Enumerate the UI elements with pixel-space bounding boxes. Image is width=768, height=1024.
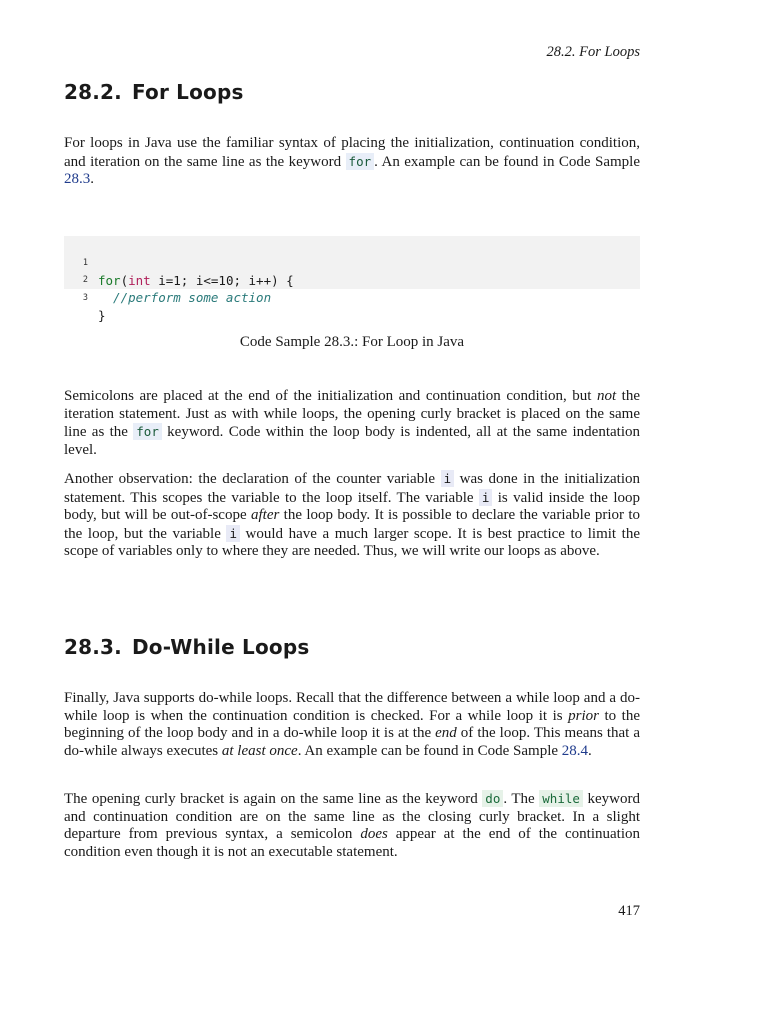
- paragraph-for-intro: For loops in Java use the familiar syntax of placing the initialization, continuation condition, and iteration on the same line as the keyword for . An example can be found in Code Sample 28.3.: [64, 135, 640, 188]
- inline-code-do: do: [482, 790, 503, 807]
- paragraph-do-while-intro: Finally, Java supports do-while loops. Recall that the difference between a while loop and a do-while loop is when the continuation condition is checked. For a while loop it is prior to the beginning of the loop body and in a do-while loop it is at the end of the loop. This means that a do-while always executes at least once. An example can be found in Code Sample 28.4.: [64, 690, 641, 759]
- paragraph-scope: Another observation: the declaration of the counter variable i was done in the initialization statement. This scopes the variable to the loop itself. The variable i is valid inside the loop body, but will be out-of-scope after the loop body. It is possible to declare the variable prior to the loop, but the variable i would have a much larger scope. It is best practice to limit the scope of variables only to where they are needed. Thus, we will write our loops as above.: [64, 471, 641, 560]
- code-listing-for-loop: [64, 236, 640, 323]
- code-line: 3 }: [64, 271, 109, 289]
- section-heading-for-loops: [64, 80, 244, 104]
- line-number: 3: [82, 293, 88, 303]
- section-number: 28.3.: [64, 635, 122, 659]
- code-sample-caption: Code Sample 28.3.: For Loop in Java: [239, 334, 465, 350]
- code-line: 1 for(int i=1; i<=10; i++) {: [64, 236, 109, 254]
- inline-code-for: for: [133, 423, 162, 440]
- section-heading-do-while-loops: [64, 635, 309, 659]
- paragraph-do-while-syntax: The opening curly bracket is again on the same line as the keyword do . The while keyword and continuation condition are on the same line as the closing curly bracket. In a slight departure from previous syntax, a semicolon does appear at the end of the continuation condition even though it is not an executable statement.: [64, 791, 640, 860]
- section-title: For Loops: [131, 80, 244, 104]
- inline-code-i: i: [441, 470, 455, 487]
- paragraph-semicolons: Semicolons are placed at the end of the initialization and continuation condition, but not the iteration statement. Just as with while loops, the opening curly bracket is placed on the same line as the for keyword. Code within the loop body is indented, all at the same indentation level.: [64, 388, 640, 458]
- section-number: 28.2.: [64, 80, 122, 104]
- running-head: 28.2. For Loops: [546, 44, 640, 60]
- inline-code-while: while: [539, 790, 583, 807]
- inline-code-i: i: [479, 489, 493, 506]
- line-number: 2: [82, 275, 88, 285]
- inline-code-for: for: [346, 153, 375, 170]
- code-sample-link-28-3[interactable]: 28.3: [64, 171, 91, 188]
- page-number: 417: [618, 903, 640, 919]
- inline-code-i: i: [226, 525, 240, 542]
- section-title: Do-While Loops: [131, 635, 310, 659]
- code-line: 2 //perform some action: [64, 253, 109, 271]
- line-number: 1: [82, 258, 88, 268]
- code-sample-link-28-4[interactable]: 28.4: [561, 742, 589, 759]
- page: [64, 0, 640, 1024]
